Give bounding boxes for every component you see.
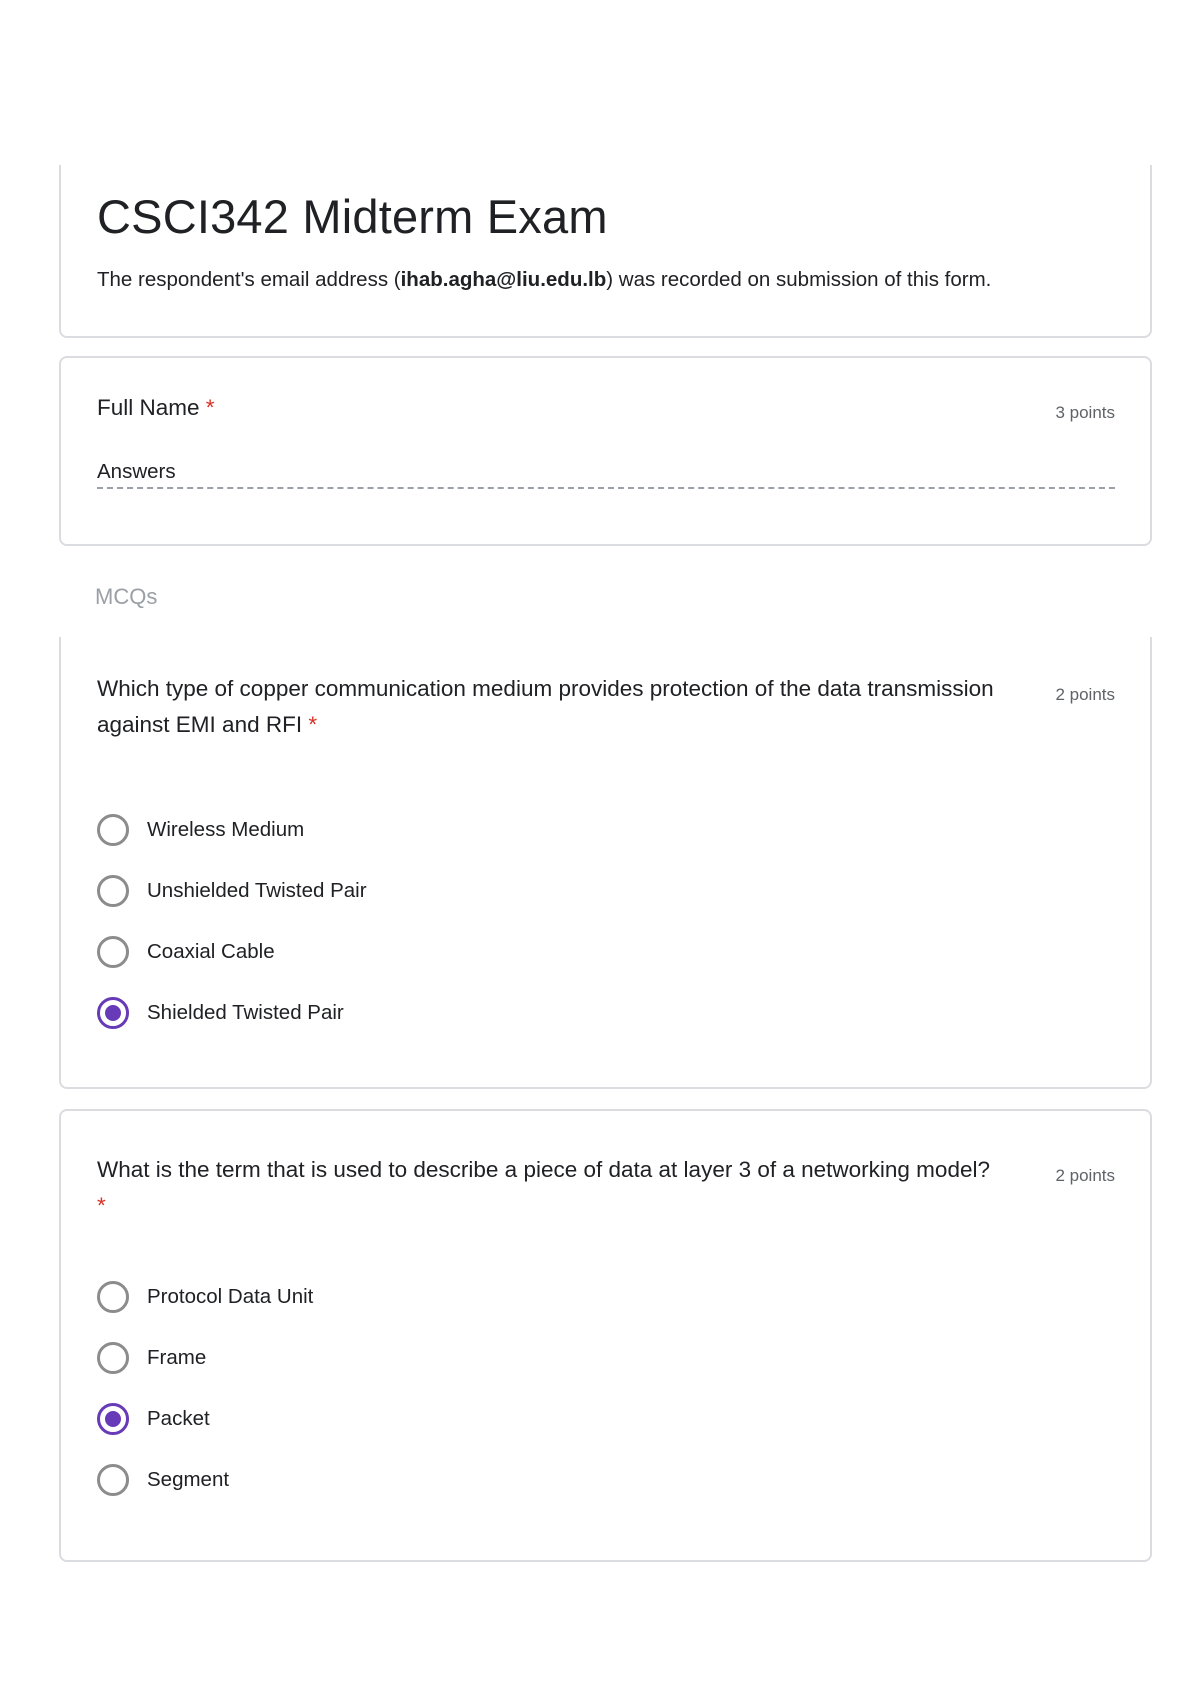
points-label: 2 points [1055, 685, 1115, 704]
section-title: MCQs [95, 584, 158, 609]
option-label: Coaxial Cable [147, 939, 275, 963]
required-asterisk: * [97, 1193, 106, 1218]
option-label: Wireless Medium [147, 817, 305, 841]
question-title [97, 1152, 997, 1224]
option-item[interactable] [97, 799, 367, 860]
form-title: CSCI342 Midterm Exam [97, 190, 608, 243]
question-title [97, 390, 997, 426]
radio-button[interactable] [97, 814, 129, 846]
option-label: Unshielded Twisted Pair [147, 878, 367, 902]
question-title-text: Which type of copper communication medium provides protection of the data transmission against EMI and RFI [97, 676, 994, 737]
mcq-question-card-2 [59, 1109, 1152, 1562]
respondent-email: ihab.agha@liu.edu.lb [400, 268, 607, 291]
option-label: Protocol Data Unit [147, 1284, 314, 1308]
radio-button-selected[interactable] [97, 997, 129, 1029]
option-label: Shielded Twisted Pair [147, 1000, 344, 1024]
option-item[interactable] [97, 1388, 313, 1449]
question-title-text: Full Name [97, 395, 200, 420]
option-label: Packet [147, 1406, 210, 1430]
email-note [97, 268, 991, 292]
points-label: 3 points [1055, 403, 1115, 422]
required-asterisk: * [205, 395, 215, 420]
question-title [97, 671, 997, 743]
options-list [97, 1266, 313, 1510]
mcq-question-card-1 [59, 637, 1152, 1089]
radio-button[interactable] [97, 1281, 129, 1313]
option-item[interactable] [97, 1327, 313, 1388]
option-item[interactable] [97, 921, 367, 982]
radio-button-selected[interactable] [97, 1403, 129, 1435]
options-list [97, 799, 367, 1043]
answer-underline [97, 487, 1115, 489]
option-item[interactable] [97, 1266, 313, 1327]
radio-button[interactable] [97, 936, 129, 968]
points-label: 2 points [1055, 1166, 1115, 1185]
full-name-question-card [59, 356, 1152, 546]
radio-button[interactable] [97, 1342, 129, 1374]
option-item[interactable] [97, 860, 367, 921]
option-label: Frame [147, 1345, 207, 1369]
full-name-answer: Answers [97, 460, 176, 483]
option-item[interactable] [97, 982, 367, 1043]
email-note-prefix: The respondent's email address ( [97, 268, 401, 291]
email-note-suffix: ) was recorded on submission of this form. [606, 268, 992, 291]
form-header-card [59, 165, 1152, 338]
radio-button[interactable] [97, 875, 129, 907]
option-item[interactable] [97, 1449, 313, 1510]
option-label: Segment [147, 1467, 230, 1491]
question-title-text: What is the term that is used to describe a piece of data at layer 3 of a networking model? [97, 1157, 990, 1182]
radio-button[interactable] [97, 1464, 129, 1496]
required-asterisk: * [308, 712, 318, 737]
